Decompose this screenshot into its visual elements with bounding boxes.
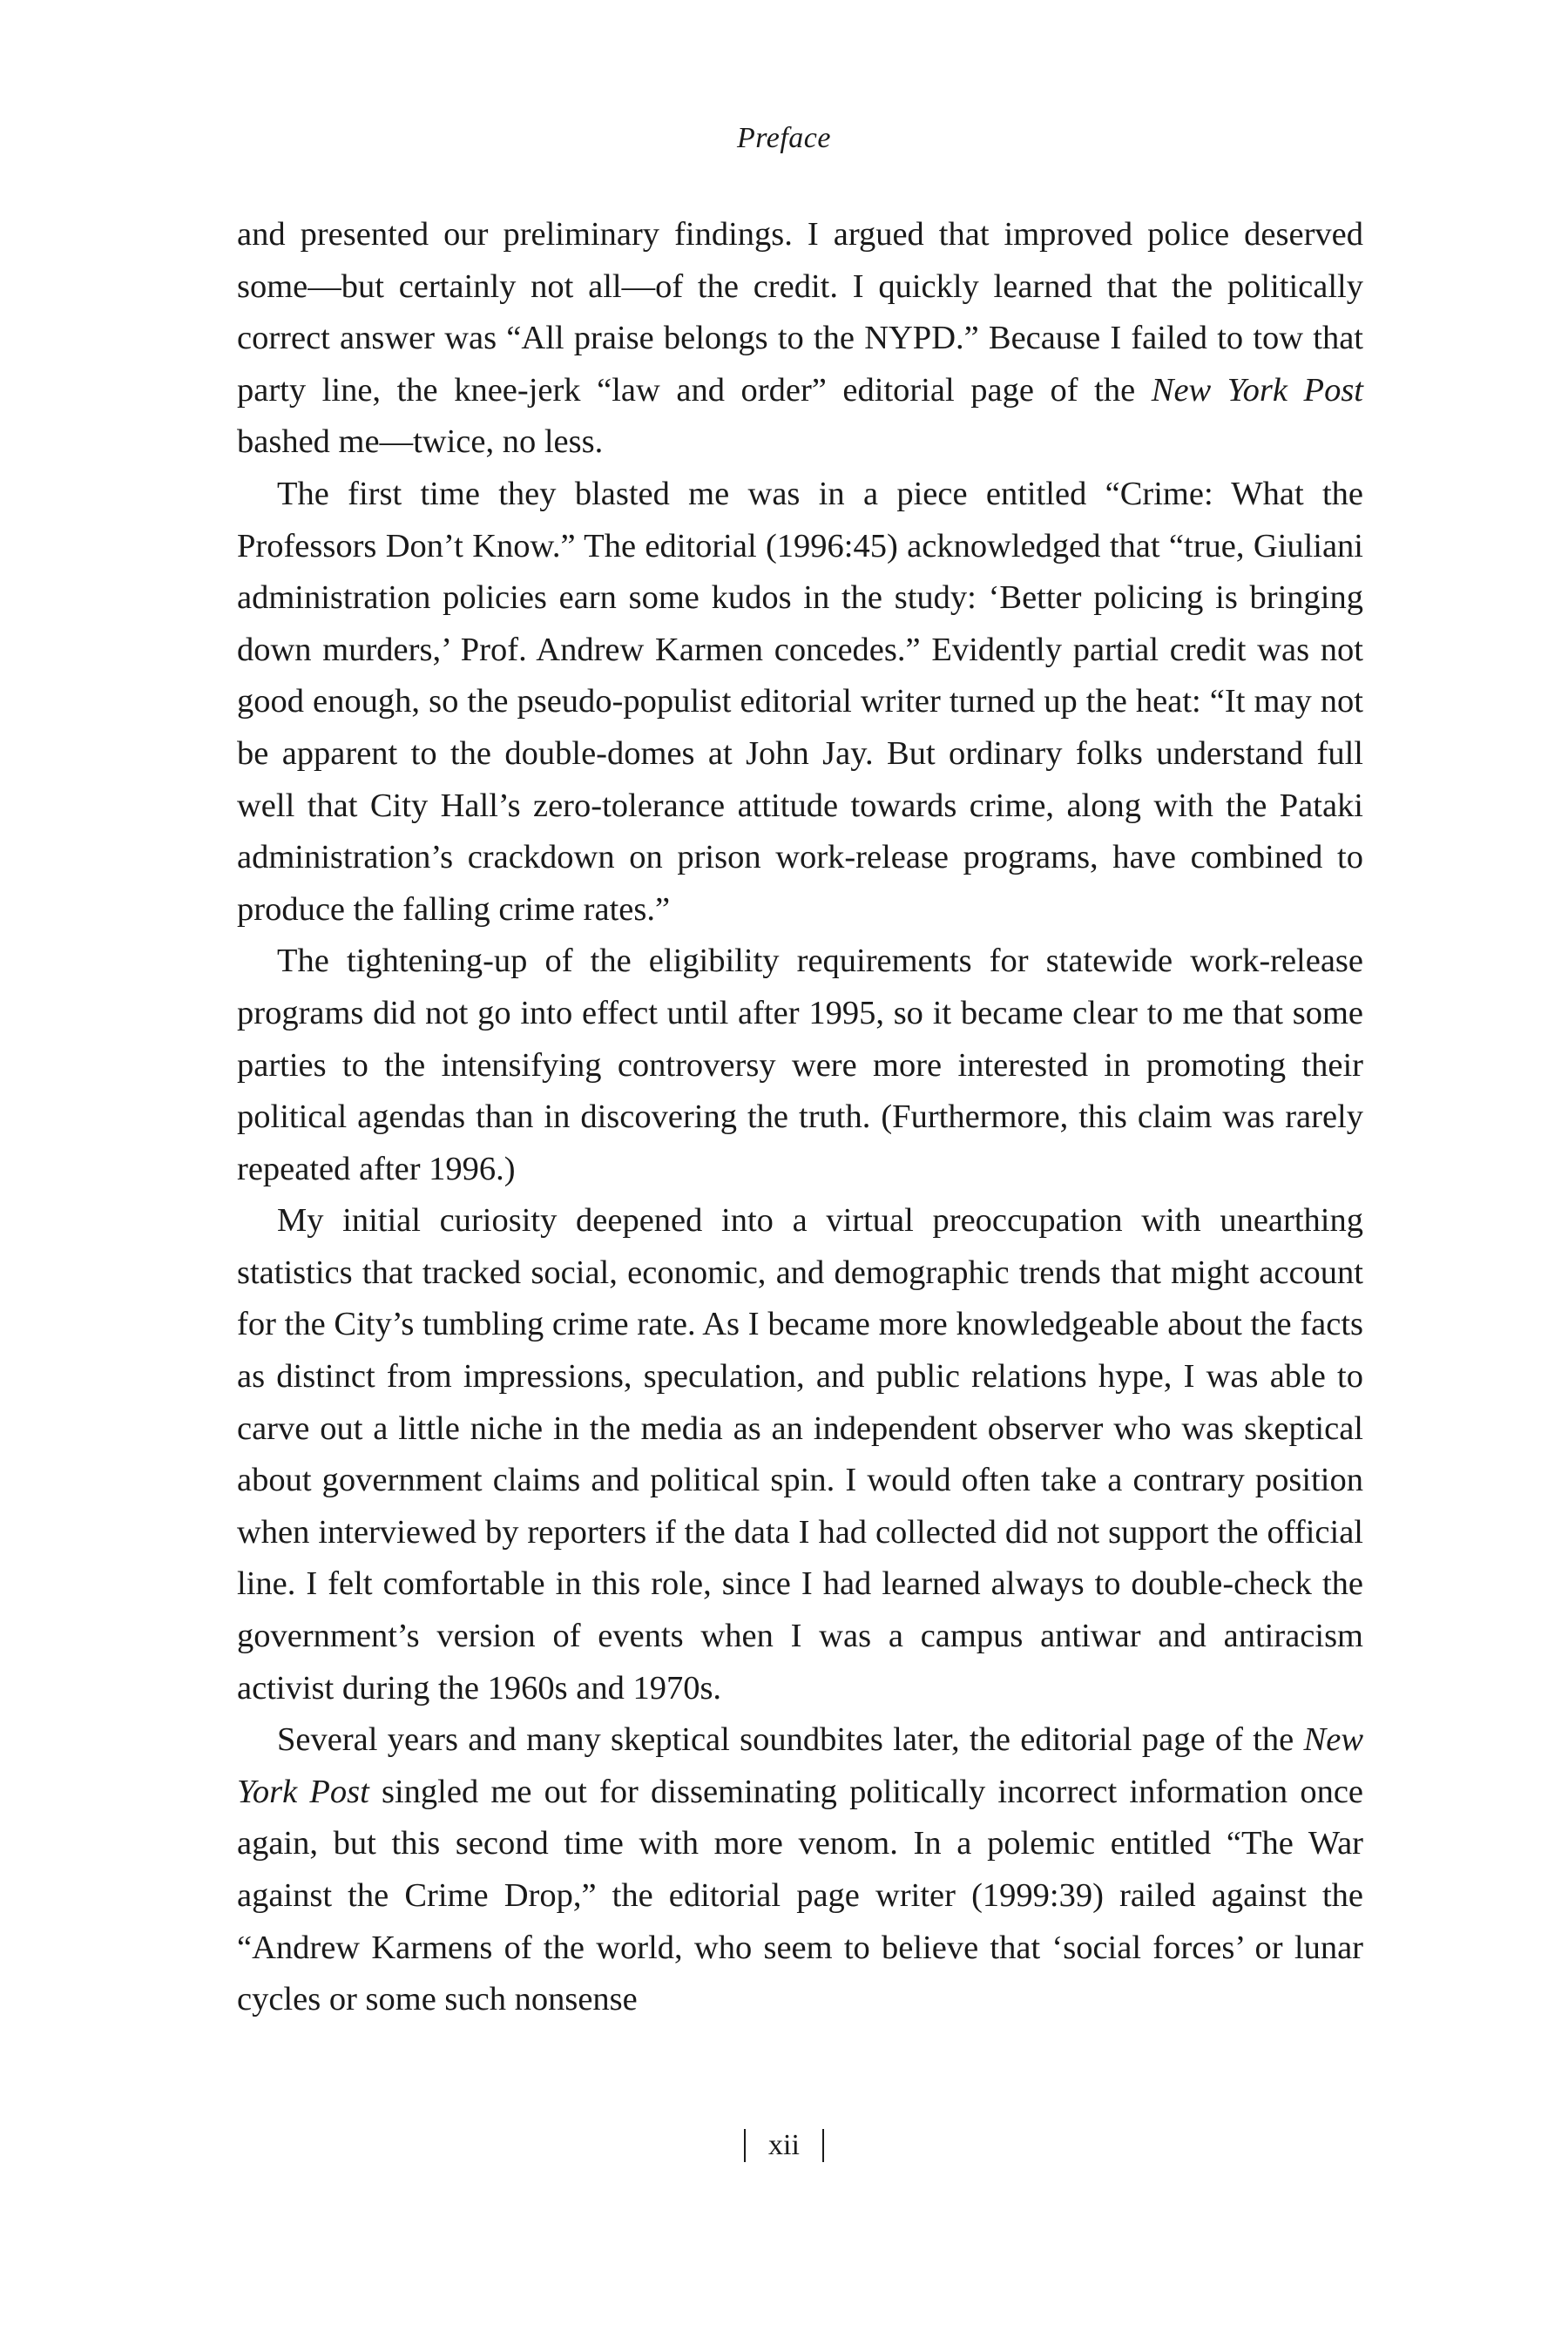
paragraph-5 — [237, 1714, 1363, 2026]
body-text — [237, 209, 1363, 2026]
paragraph-1-text-end: bashed me—twice, no less. — [237, 423, 604, 461]
paragraph-5-text-end: singled me out for disseminating politically incorrect information once again, but this second time with more venom. In a polemic entitled “The War against the Crime Drop,” the editorial page writer (1999:39) railed against the “Andrew Karmens of the world, who seem to believe that ‘social forces’ or lunar cycles or some such nonsense — [237, 1773, 1363, 2018]
paragraph-4: My initial curiosity deepened into a virtual preoccupation with unearthing statistics that tracked social, economic, and demographic trends that might account for the City’s tumbling crime rate. As I became more knowledgeable about the facts as distinct from impressions, speculation, and public relations hype, I was able to carve out a little niche in the media as an independent observer who was skeptical about government claims and political spin. I would often take a contrary position when interviewed by reporters if the data I had collected did not support the official line. I felt comfortable in this role, since I had learned always to double-check the government’s version of events when I was a campus antiwar and antiracism activist during the 1960s and 1970s. — [237, 1202, 1363, 1707]
paragraph-3: The tightening-up of the eligibility requirements for statewide work-release programs did not go into effect until after 1995, so it became clear to me that some parties to the intensifying controversy were more interested in promoting their political agendas than in discovering the truth. (Furthermore, this claim was rarely repeated after 1996.) — [237, 943, 1363, 1187]
paragraph-1 — [237, 209, 1363, 469]
page-number-footer — [0, 2127, 1568, 2162]
folio-rule-right — [822, 2129, 824, 2162]
newspaper-title: New York Post — [1151, 371, 1363, 409]
folio-rule-left — [744, 2129, 746, 2162]
paragraph-1-text: and presented our preliminary findings. I argued that improved police deserved some—but certainly not all—of the credit. I quickly learned that the politically correct answer was “All praise belongs to the NYPD.” Because I failed to tow that party line, the knee-jerk “law and order” editorial page of the — [237, 216, 1363, 409]
running-head: Preface — [737, 122, 831, 154]
newspaper-title: New York Post — [237, 1721, 1363, 1810]
paragraph-5-text: Several years and many skeptical soundbites later, the editorial page of the — [277, 1721, 1304, 1759]
page-number: xii — [768, 2129, 800, 2162]
paragraph-2: The first time they blasted me was in a piece entitled “Crime: What the Professors Don’t Know.” The editorial (1996:45) acknowledged that “true, Giuliani administration policies earn some kudos in the study: ‘Better policing is bringing down murders,’ Prof. Andrew Karmen concedes.” Evidently partial credit was not good enough, so the pseudo-populist editorial writer turned up the heat: “It may not be apparent to the double-domes at John Jay. But ordinary folks understand full well that City Hall’s zero-tolerance attitude towards crime, along with the Pataki administration’s crackdown on prison work-release programs, have combined to produce the falling crime rates.” — [237, 475, 1363, 928]
